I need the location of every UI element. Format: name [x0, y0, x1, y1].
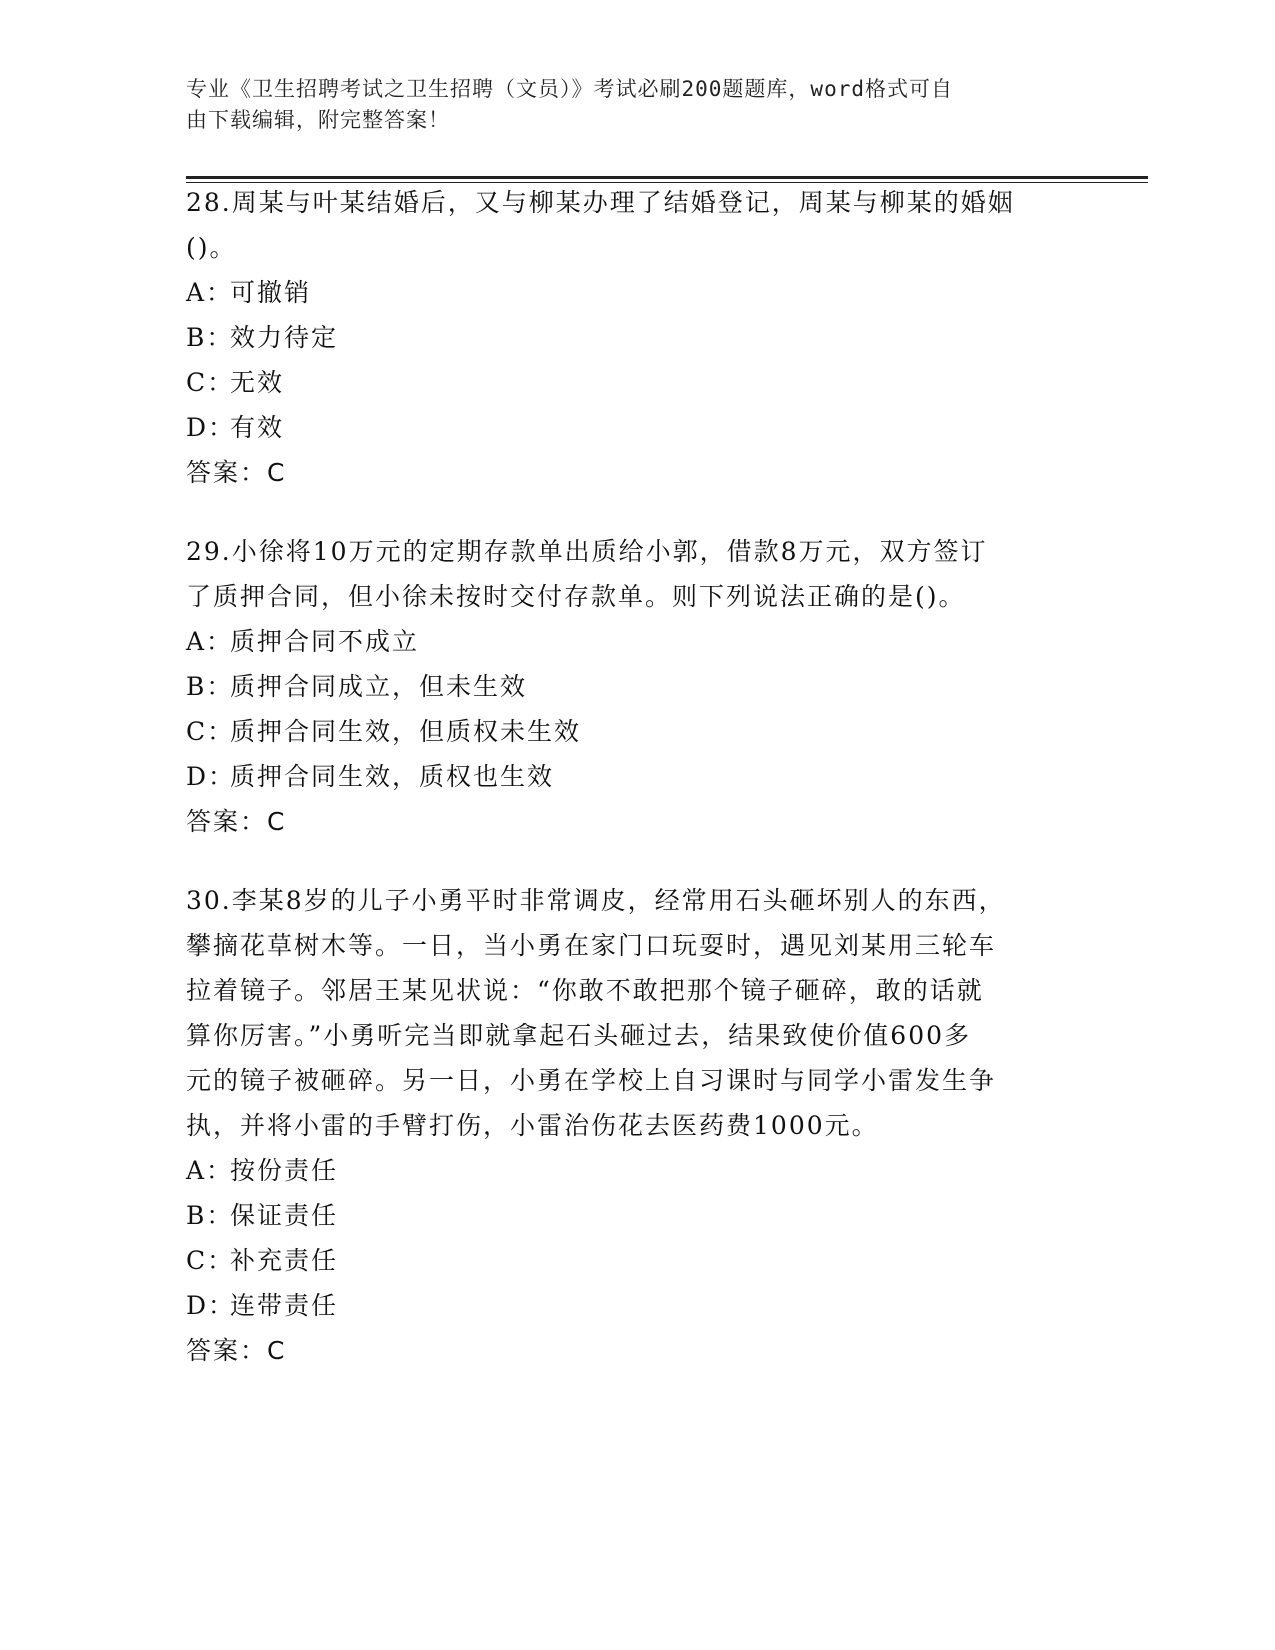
option-text: 有效 — [230, 413, 285, 442]
header-line-2: 由下载编辑，附完整答案！ — [186, 108, 450, 132]
option-text: 补充责任 — [230, 1246, 339, 1275]
question-29 — [186, 529, 1066, 844]
answer-line: 答案：C — [186, 1336, 287, 1365]
question-stem-line: 算你厉害。”小勇听完当即就拿起石头砸过去，结果致使价值600多 — [186, 1021, 972, 1050]
option-letter: D： — [186, 1291, 236, 1320]
header-divider-thick — [186, 176, 1148, 179]
option-d — [186, 754, 1066, 799]
option-d — [186, 405, 1066, 450]
answer-line: 答案：C — [186, 807, 287, 836]
document-header — [186, 74, 1066, 136]
option-c — [186, 1238, 1066, 1283]
option-letter: A： — [186, 627, 234, 656]
option-b — [186, 1193, 1066, 1238]
question-stem-line: 29.小徐将10万元的定期存款单出质给小郭，借款8万元，双方签订 — [186, 537, 988, 566]
option-c — [186, 709, 1066, 754]
option-letter: C： — [186, 368, 235, 397]
option-letter: C： — [186, 1246, 235, 1275]
option-letter: A： — [186, 278, 234, 307]
option-text: 保证责任 — [230, 1201, 339, 1230]
option-letter: D： — [186, 762, 236, 791]
option-b — [186, 315, 1066, 360]
option-a — [186, 270, 1066, 315]
question-30 — [186, 878, 1066, 1373]
option-text: 连带责任 — [230, 1291, 339, 1320]
option-letter: B： — [186, 1201, 234, 1230]
option-a — [186, 619, 1066, 664]
option-text: 效力待定 — [230, 323, 339, 352]
option-text: 质押合同成立，但未生效 — [230, 672, 528, 701]
question-stem-line: 元的镜子被砸碎。另一日，小勇在学校上自习课时与同学小雷发生争 — [186, 1066, 997, 1095]
option-text: 按份责任 — [230, 1156, 339, 1185]
option-text: 质押合同不成立 — [230, 627, 420, 656]
option-letter: B： — [186, 323, 234, 352]
option-text: 质押合同生效，质权也生效 — [230, 762, 555, 791]
option-d — [186, 1283, 1066, 1328]
answer-line: 答案：C — [186, 458, 287, 487]
option-text: 可撤销 — [230, 278, 312, 307]
question-stem-line: 拉着镜子。邻居王某见状说：“你敢不敢把那个镜子砸碎，敢的话就 — [186, 976, 984, 1005]
option-a — [186, 1148, 1066, 1193]
option-letter: D： — [186, 413, 236, 442]
question-stem-line: 攀摘花草树木等。一日，当小勇在家门口玩耍时，遇见刘某用三轮车 — [186, 931, 997, 960]
option-c — [186, 360, 1066, 405]
option-letter: B： — [186, 672, 234, 701]
option-letter: C： — [186, 717, 235, 746]
option-text: 质押合同生效，但质权未生效 — [230, 717, 582, 746]
option-letter: A： — [186, 1156, 234, 1185]
question-28 — [186, 180, 1066, 495]
question-stem-line: 了质押合同，但小徐未按时交付存款单。则下列说法正确的是()。 — [186, 582, 966, 611]
option-b — [186, 664, 1066, 709]
question-stem-line: ()。 — [186, 233, 237, 262]
option-text: 无效 — [230, 368, 285, 397]
question-stem-line: 执，并将小雷的手臂打伤，小雷治伤花去医药费1000元。 — [186, 1111, 879, 1140]
question-stem-line: 28.周某与叶某结婚后，又与柳某办理了结婚登记，周某与柳某的婚姻 — [186, 188, 1015, 217]
header-line-1: 专业《卫生招聘考试之卫生招聘（文员）》考试必刷200题题库，word格式可自 — [186, 77, 953, 101]
question-stem-line: 30.李某8岁的儿子小勇平时非常调皮，经常用石头砸坏别人的东西， — [186, 886, 1006, 915]
